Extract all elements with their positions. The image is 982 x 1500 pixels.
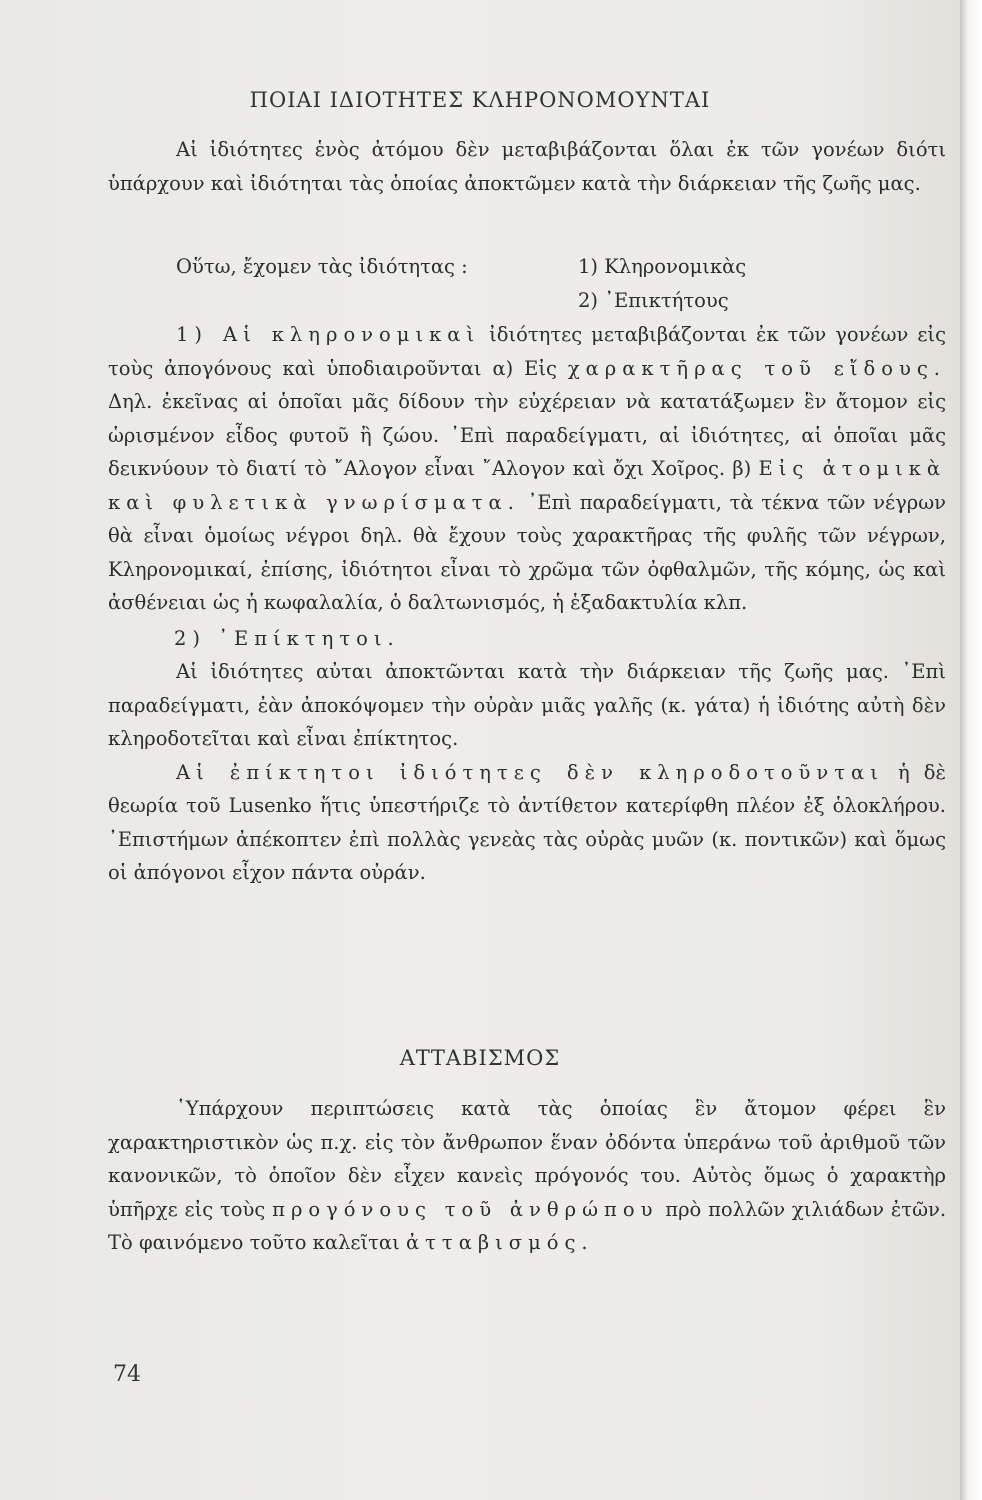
section-heading-atavism: ΑΤΤΑΒΙΣΜΟΣ <box>399 1046 561 1070</box>
atavism-spaced-1: προγόνους τοῦ ἀνθρώπου <box>272 1197 659 1221</box>
hereditary-spaced-2: Εἰς ἀτομικὰ καὶ φυλετικὰ γνωρίσματα. <box>108 457 947 514</box>
paragraph-intro: Αἱ ἰδιότητες ἑνὸς ἀτόμου δὲν μεταβιβάζονται ὅλαι ἐκ τῶν γονέων διότι ὑπάρχουν καὶ ἰδιότηται τὰς ὁποίας ἀποκτῶμεν κατὰ τὴν διάρκειαν τῆς ζωῆς μας. <box>108 138 946 195</box>
list-line-2 <box>108 284 946 318</box>
atavism-text-a: ῾Υπάρχουν περιπτώσεις κατὰ τὰς ὁποίας ἓν ἄτομον φέρει ἓν χαρακτηριστικὸν ὡς π.χ. εἰς τὸν ἄνθρωπον ἕναν ὀδόντα ὑπεράνω τοῦ ἀριθμοῦ τῶν κανονικῶν, τὸ ὁποῖον δὲν εἶχεν κανεὶς πρόγονός του. Αὐτὸς ὅμως ὁ χαρακτὴρ ὑπῆρχε εἰς τοὺς <box>108 1097 946 1221</box>
paragraph-acquired: Αἱ ἰδιότητες αὐται ἀποκτῶνται κατὰ τὴν διάρκειαν τῆς ζωῆς μας. ᾿Επὶ παραδείγματι, ἐὰν ἀποκόψομεν τὴν οὐρὰν μιᾶς γαλῆς (κ. γάτα) ἡ ἰδιότης αὐτὴ δὲν κληροδοτεῖται καὶ εἶναι ἐπίκτητος. <box>108 660 946 750</box>
book-gutter <box>960 0 982 1500</box>
body-text-middle <box>108 318 946 890</box>
paragraph-acquired-heading <box>108 622 946 656</box>
hereditary-text-a: ἰδιότητες μεταβιβάζονται ἐκ τῶν γονέων εἰς τοὺς ἀπογόνους καὶ ὑποδιαιροῦνται α) Εἰς <box>108 323 946 380</box>
hereditary-lead: 1) Αἱ κληρονομικαὶ <box>176 323 481 346</box>
list-intro: Οὕτω, ἔχομεν τὰς ἰδιότητας : <box>176 255 468 278</box>
lusenko-text: ἡ δὲ θεωρία τοῦ Lusenko ἥτις ὑπεστήριζε τὸ ἀντίθετον κατερίφθη πλέον ἐξ ὁλοκλήρου. ᾿Επιστήμων ἀπέκοπτεν ἐπὶ πολλὰς γενεὰς τὰς οὐρὰς μυῶν (κ. ποντικῶν) καὶ ὅμως οἱ ἀπόγονοι εἶχον πάντα οὐράν. <box>108 760 946 884</box>
atavism-spaced-2: ἀτταβισμός. <box>405 1231 594 1254</box>
hereditary-text-b: Δηλ. ἐκεῖνας αἱ ὁποῖαι μᾶς δίδουν τὴν εὐχέρειαν νὰ κατατάξωμεν ἓν ἄτομον εἰς ὡρισμένον εἶδος φυτοῦ ἢ ζώου. ᾿Επὶ παραδείγματι, αἱ ἰδιότητες, αἱ ὁποῖαι μᾶς δεικνύουν τὸ διατί τὸ ῎Αλογον εἶναι ῎Αλογον καὶ ὄχι Χοῖρος. β) <box>108 390 946 480</box>
hereditary-spaced-1: χαρακτῆρας τοῦ εἴδους. <box>567 356 946 380</box>
section-heading-heredity: ΠΟΙΑΙ ΙΔΙΟΤΗΤΕΣ ΚΛΗΡΟΝΟΜΟΥΝΤΑΙ <box>249 88 711 112</box>
acquired-lead: 2) ᾿Επίκτητοι. <box>174 626 400 650</box>
list-item-acquired: 2) ᾿Επικτήτους <box>578 289 729 312</box>
lusenko-spaced: Αἱ ἐπίκτητοι ἰδιότητες δὲν κληροδοτοῦνται <box>176 760 884 784</box>
paragraph-hereditary <box>108 318 946 620</box>
list-item-hereditary: 1) Κληρονομικὰς <box>578 255 747 278</box>
atavism-text-b: πρὸ πολλῶν χιλιάδων ἐτῶν. Τὸ φαινόμενο τοῦτο καλεῖται <box>108 1197 947 1254</box>
list-line-1 <box>108 250 946 284</box>
paragraph-lusenko <box>108 756 946 890</box>
hereditary-text-c: ᾿Επὶ παραδείγματι, τὰ τέκνα τῶν νέγρων θὰ εἶναι ὁμοίως νέγροι δηλ. θὰ ἔχουν τοὺς χαρακτῆρας τῆς φυλῆς τῶν νέγρων, Κληρονομικαί, ἐπίσης, ἰδιότητοι εἶναι τὸ χρῶμα τῶν ὀφθαλμῶν, τῆς κόμης, ὡς καὶ ἀσθένειαι ὡς ἡ κωφαλαλία, ὁ δαλτωνισμός, ἡ ἑξαδακτυλία κλπ. <box>108 490 947 614</box>
body-text-top <box>108 133 946 200</box>
body-text-bottom <box>108 1092 946 1260</box>
page-number: 74 <box>113 1362 141 1387</box>
paragraph-atavism <box>108 1092 946 1260</box>
